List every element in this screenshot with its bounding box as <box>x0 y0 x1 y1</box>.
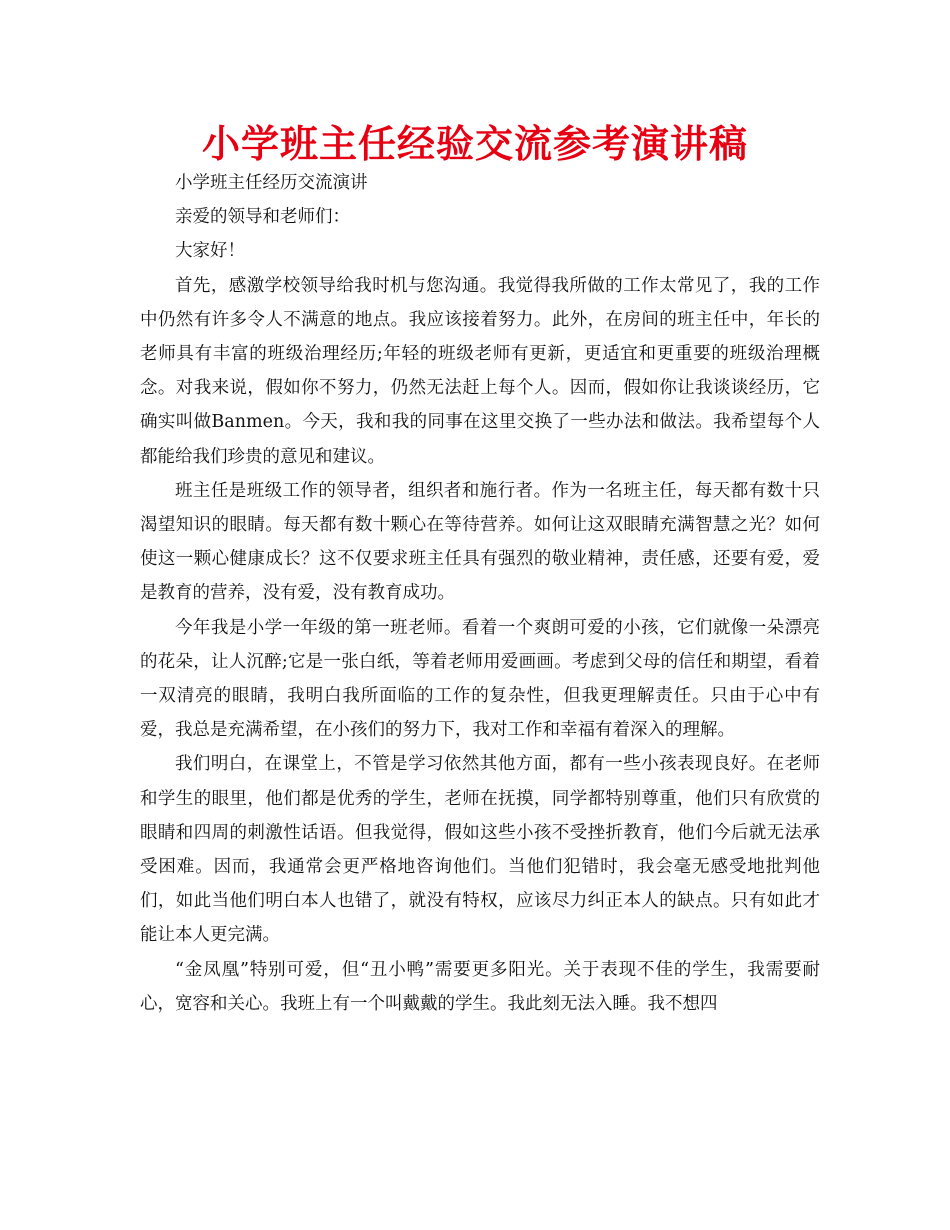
document-title: 小学班主任经验交流参考演讲稿 <box>201 122 748 166</box>
salutation-line: 亲爱的领导和老师们： <box>175 207 350 228</box>
paragraph: 我们明白，在课堂上，不管是学习依然其他方面，都有一些小孩表现良好。在老师和学生的眼里，他们都是优秀的学生，老师在抚摸，同学都特别尊重，他们只有欣赏的眼睛和四周的刺激性话语。但我觉得，假如这些小孩不受挫折教育，他们今后就无法承受困难。因而，我通常会更严格地咨询他们。当他们犯错时，我会毫无感受地批判他们，如此当他们明白本人也错了，就没有特权，应该尽力纠正本人的缺点。只有如此才能让本人更完满。 <box>140 754 820 946</box>
subtitle-line: 小学班主任经历交流演讲 <box>175 173 368 193</box>
paragraph: 班主任是班级工作的领导者，组织者和施行者。作为一名班主任，每天都有数十只渴望知识的眼睛。每天都有数十颗心在等待营养。如何让这双眼睛充满智慧之光？如何使这一颗心健康成长？这不仅要求班主任具有强烈的敬业精神，责任感，还要有爱，爱是教育的营养，没有爱，没有教育成功。 <box>140 480 820 604</box>
paragraph: 首先，感激学校领导给我时机与您沟通。我觉得我所做的工作太常见了，我的工作中仍然有许多令人不满意的地点。我应该接着努力。此外，在房间的班主任中，年长的老师具有丰富的班级治理经历;年轻的班级老师有更新，更适宜和更重要的班级治理概念。对我来说，假如你不努力，仍然无法赶上每个人。因而，假如你让我谈谈经历，它确实叫做Banmen。今天，我和我的同事在这里交换了一些办法和做法。我希望每个人都能给我们珍贵的意见和建议。 <box>140 275 820 467</box>
greeting-line: 大家好！ <box>175 241 245 262</box>
paragraph: “金凤凰”特别可爱，但“丑小鸭”需要更多阳光。关于表现不佳的学生，我需要耐心，宽容和关心。我班上有一个叫戴戴的学生。我此刻无法入睡。我不想四 <box>140 959 820 1014</box>
paragraph: 今年我是小学一年级的第一班老师。看着一个爽朗可爱的小孩，它们就像一朵漂亮的花朵，让人沉醉;它是一张白纸，等着老师用爱画画。考虑到父母的信任和期望，看着一双清亮的眼睛，我明白我所面临的工作的复杂性，但我更理解责任。只由于心中有爱，我总是充满希望，在小孩们的努力下，我对工作和幸福有着深入的理解。 <box>140 617 820 741</box>
document-body <box>140 166 820 1021</box>
